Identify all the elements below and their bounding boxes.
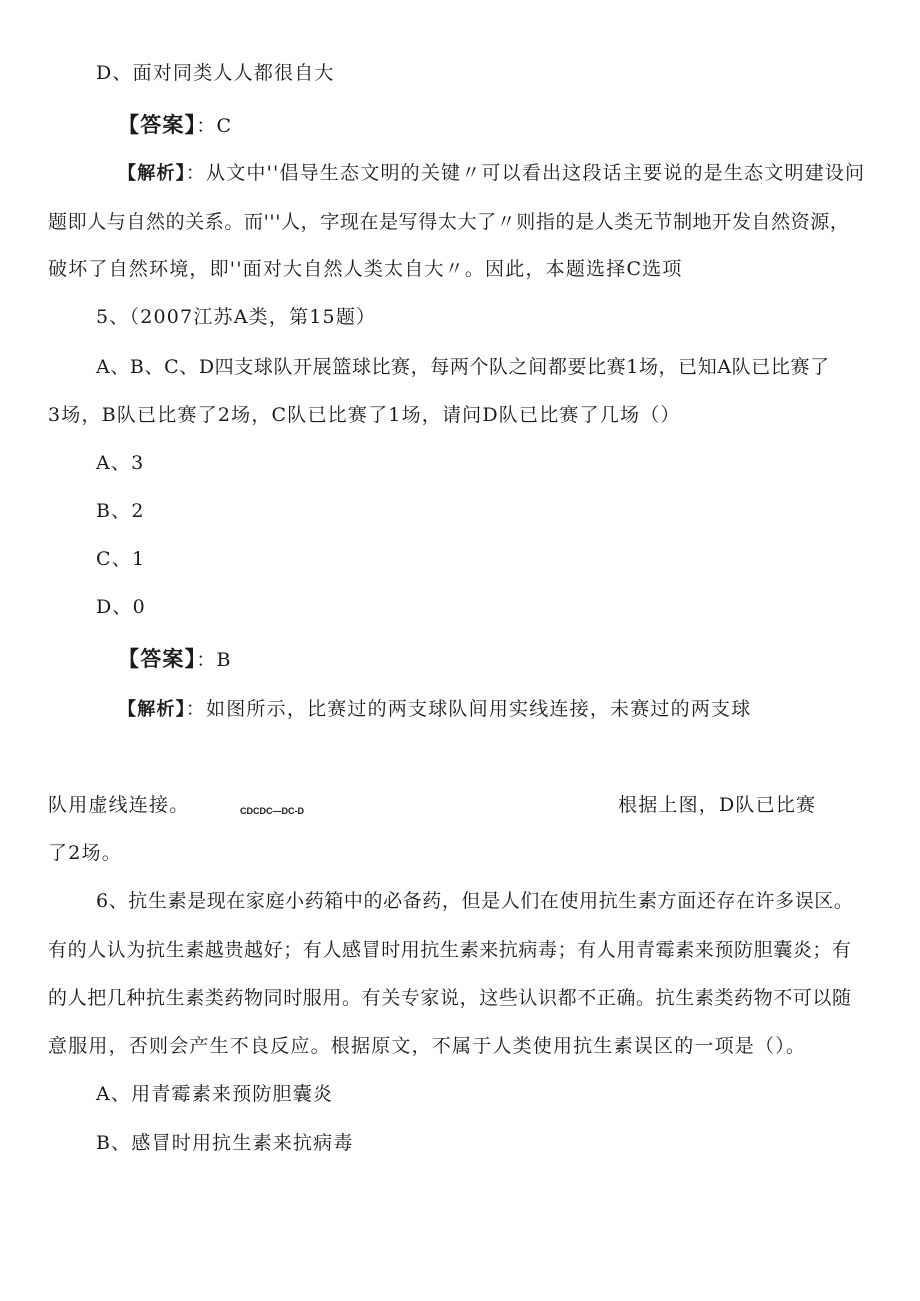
q6-option-b: B、感冒时用抗生素来抗病毒 xyxy=(96,1132,354,1154)
q5-heading: 5、（2007江苏A类，第15题） xyxy=(96,306,377,328)
q4-analysis-line2: 题即人与自然的关系。而'''人，字现在是写得太大了〃则指的是人类无节制地开发自然资源， xyxy=(48,211,850,233)
q5-stem-line2: 3场，B队已比赛了2场，C队已比赛了1场，请问D队已比赛了几场（） xyxy=(48,404,681,426)
analysis-label: 【解析】 xyxy=(118,163,186,184)
q4-analysis-line3: 破坏了自然环境，即''面对大自然人类太自大〃。因此，本题选择C选项 xyxy=(48,258,683,280)
q6-option-a: A、用青霉素来预防胆囊炎 xyxy=(96,1083,334,1105)
q5-option-a: A、3 xyxy=(96,452,145,474)
q6-stem-line3: 的人把几种抗生素类药物同时服用。有关专家说，这些认识都不正确。抗生素类药物不可以随 xyxy=(48,987,852,1009)
q4-option-d: D、面对同类人人都很自大 xyxy=(96,62,335,84)
q5-option-d: D、0 xyxy=(96,596,146,618)
answer-label: 【答案】 xyxy=(118,647,197,671)
q5-stem-line1: A、B、C、D四支球队开展篮球比赛，每两个队之间都要比赛1场，已知A队已比赛了 xyxy=(96,356,830,378)
q5-analysis-line2a: 队用虚线连接。 xyxy=(48,794,190,816)
answer-value: ：B xyxy=(196,649,232,671)
q5-analysis-line1 xyxy=(118,697,751,722)
analysis-label: 【解析】 xyxy=(118,699,186,720)
q6-stem-line2: 有的人认为抗生素越贵越好；有人感冒时用抗生素来抗病毒；有人用青霉素来预防胆囊炎；有 xyxy=(48,939,852,961)
q5-analysis-line3: 了2场。 xyxy=(48,842,122,864)
q5-diagram-text: CDCDC—DC-D xyxy=(240,806,304,816)
q5-analysis-line2b: 根据上图，D队已比赛 xyxy=(618,794,817,816)
analysis-text: ：从文中''倡导生态文明的关键〃可以看出这段话主要说的是生态文明建设问 xyxy=(185,162,866,184)
q6-stem-line1: 6、抗生素是现在家庭小药箱中的必备药，但是人们在使用抗生素方面还存在许多误区。 xyxy=(96,890,854,912)
q6-stem-line4: 意服用，否则会产生不良反应。根据原文，不属于人类使用抗生素误区的一项是（）。 xyxy=(48,1035,807,1057)
answer-label: 【答案】 xyxy=(118,113,197,137)
q4-answer xyxy=(118,113,232,138)
q5-option-c: C、1 xyxy=(96,548,146,570)
q4-analysis-line1 xyxy=(118,161,865,186)
analysis-text: ：如图所示，比赛过的两支球队间用实线连接，未赛过的两支球 xyxy=(185,698,752,720)
q5-option-b: B、2 xyxy=(96,500,145,522)
answer-value: ：C xyxy=(196,115,233,137)
q5-answer xyxy=(118,647,232,672)
